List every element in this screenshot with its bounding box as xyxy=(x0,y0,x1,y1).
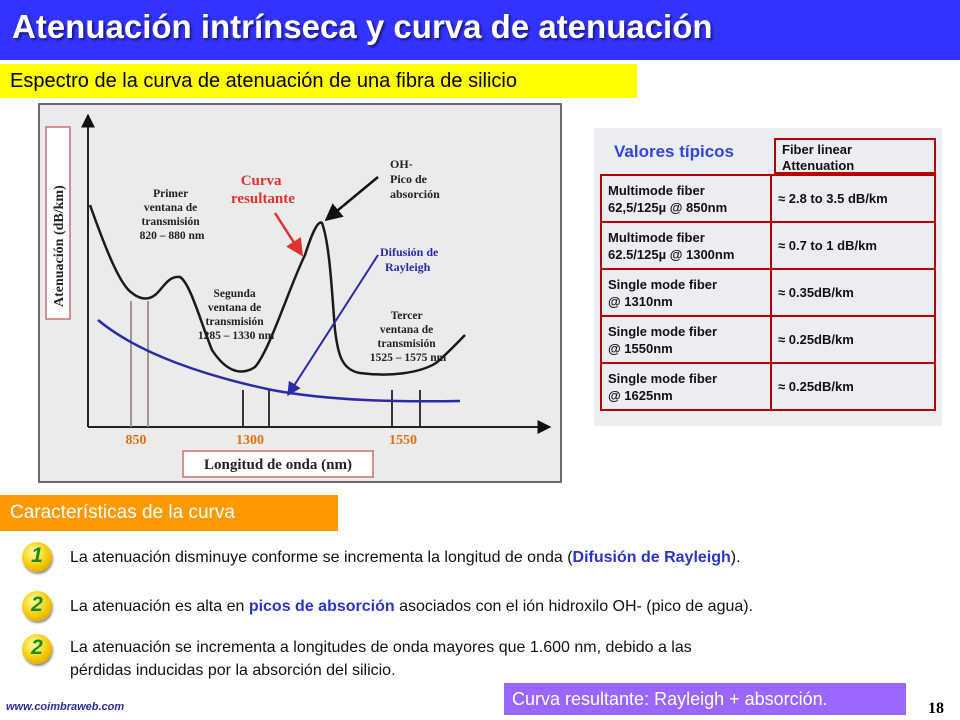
bullet-badge-1: 1 xyxy=(22,542,52,572)
resultant-note: Curva resultante: Rayleigh + absorción. xyxy=(512,689,828,709)
third-window-label: Tercer ventana de transmisión 1525 – 1575 nm xyxy=(369,310,447,364)
page-number: 18 xyxy=(928,700,944,717)
attenuation-cell: ≈ 0.25dB/km xyxy=(771,363,935,410)
fiber-cell: Single mode fiber @ 1550nm xyxy=(601,316,771,363)
attenuation-column-header: Fiber linear Attenuation xyxy=(774,138,936,174)
characteristics-title: Características de la curva xyxy=(10,502,235,523)
fiber-cell: Multimode fiber 62.5/125µ @ 1300nm xyxy=(601,222,771,269)
attenuation-cell: ≈ 0.7 to 1 dB/km xyxy=(771,222,935,269)
table-row xyxy=(601,316,935,363)
table-row xyxy=(601,222,935,269)
bullet-badge-3: 2 xyxy=(22,634,52,664)
fiber-table xyxy=(600,174,936,411)
absorption-peaks-highlight: picos de absorción xyxy=(248,598,395,615)
resultant-arrow xyxy=(275,213,302,255)
characteristic-1: La atenuación disminuye conforme se incrementa la longitud de onda (Difusión de Rayleigh). xyxy=(70,549,741,566)
attenuation-graph-svg xyxy=(40,105,560,481)
rayleigh-highlight: Difusión de Rayleigh xyxy=(572,549,731,566)
subtitle-banner xyxy=(0,64,637,98)
fiber-cell: Multimode fiber 62,5/125µ @ 850nm xyxy=(601,175,771,222)
y-axis-label: Atenuación (dB/km) xyxy=(52,185,67,307)
bullet-badge-2: 2 xyxy=(22,591,52,621)
resultant-curve-label: Curva resultante xyxy=(231,173,295,207)
x-tick-850: 850 xyxy=(125,433,147,448)
website-link[interactable]: www.coimbraweb.com xyxy=(6,701,125,713)
oh-peak-label: OH- Pico de absorción xyxy=(390,157,440,201)
x-axis-label: Longitud de onda (nm) xyxy=(204,457,352,473)
table-row xyxy=(601,363,935,410)
attenuation-graph xyxy=(38,103,562,483)
characteristic-3: La atenuación se incrementa a longitudes de onda mayores que 1.600 nm, debido a las pérdidas inducidas por la absorción del silicio. xyxy=(70,639,692,679)
first-window-label: Primer ventana de transmisión 820 – 880 nm xyxy=(139,188,205,242)
attenuation-cell: ≈ 0.25dB/km xyxy=(771,316,935,363)
fiber-cell: Single mode fiber @ 1310nm xyxy=(601,269,771,316)
second-window-label: Segunda ventana de transmisión 1285 – 1330 nm xyxy=(197,288,275,342)
typical-values-table xyxy=(594,128,942,426)
rayleigh-label: Difusión de Rayleigh xyxy=(380,245,439,274)
typical-values-heading: Valores típicos xyxy=(614,142,734,161)
characteristic-2: La atenuación es alta en picos de absorción asociados con el ión hidroxilo OH- (pico de agua). xyxy=(70,598,754,615)
table-row xyxy=(601,269,935,316)
characteristics-banner xyxy=(0,495,338,531)
x-tick-1300: 1300 xyxy=(236,433,264,448)
attenuation-cell: ≈ 2.8 to 3.5 dB/km xyxy=(771,175,935,222)
table-row xyxy=(601,175,935,222)
attenuation-cell: ≈ 0.35dB/km xyxy=(771,269,935,316)
page-subtitle: Espectro de la curva de atenuación de una fibra de silicio xyxy=(10,70,517,92)
fiber-cell: Single mode fiber @ 1625nm xyxy=(601,363,771,410)
oh-arrow xyxy=(326,177,378,220)
title-bar xyxy=(0,0,960,60)
page-title: Atenuación intrínseca y curva de atenuación xyxy=(12,8,713,45)
x-tick-1550: 1550 xyxy=(389,433,417,448)
resultant-note-banner xyxy=(504,683,906,715)
